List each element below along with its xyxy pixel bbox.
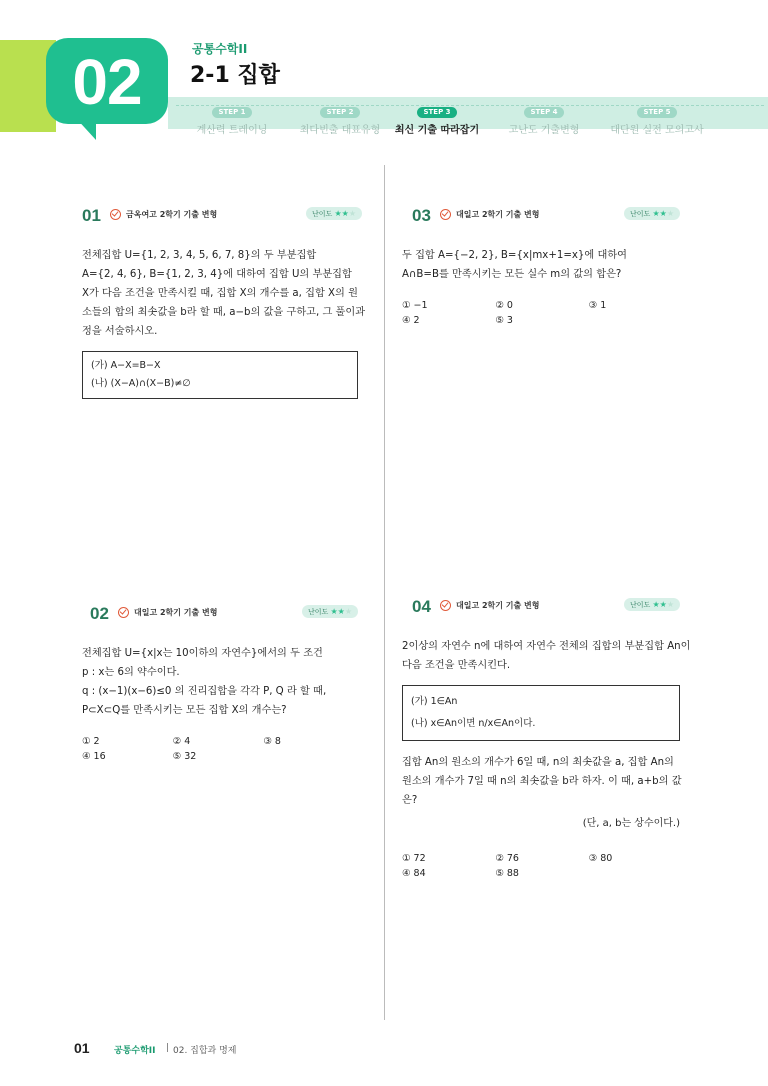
choice-3[interactable]: ③ 80 [588,853,613,864]
check-icon [440,600,451,611]
problem-source: 대일고 2학기 기출 변형 [134,608,218,617]
choice-2[interactable]: ② 76 [495,853,519,864]
step-4-label: 고난도 기출변형 [508,125,580,136]
problem-text-line: 정을 서술하시오. [82,326,158,337]
condition-line: (가) 1∈An [411,696,458,707]
footer-separator: | [166,1043,170,1053]
problem-source: 금옥여고 2학기 기출 변형 [126,210,218,219]
choice-3[interactable]: ③ 8 [263,736,281,747]
problem-text-line: X가 다음 조건을 만족시킬 때, 집합 X의 개수를 a, 집합 X의 원 [82,288,358,299]
problem-text-line: 전체집합 U={x|x는 10이하의 자연수}에서의 두 조건 [82,648,323,659]
problem-header [90,606,358,624]
check-icon [118,607,129,618]
difficulty-label: 난이도 [629,210,651,218]
step-1-label: 계산력 트레이닝 [196,125,268,136]
answer-choices [402,300,682,326]
problem-text-line: A={2, 4, 6}, B={1, 2, 3, 4}에 대하여 집합 U의 부분집합 [82,269,352,280]
column-divider [384,165,385,1020]
problem-source: 대일고 2학기 기출 변형 [456,601,540,610]
step-2-pill: STEP 2 [320,107,359,118]
star-icon: ★★★ [652,209,674,218]
step-1-pill: STEP 1 [212,107,251,118]
check-icon [440,209,451,220]
subject-title: 공통수학II [192,42,248,56]
step-4-pill: STEP 4 [524,107,563,118]
problem-number: 01 [82,206,101,225]
chapter-badge-number: 02 [72,46,142,118]
problem-text-line: 2이상의 자연수 n에 대하여 자연수 전체의 집합의 부분집합 An이 [402,641,691,652]
problem-header [412,208,680,226]
step-1 [182,99,282,136]
step-5-pill: STEP 5 [637,107,676,118]
chapter-title: 2-1 집합 [190,63,280,88]
condition-box [402,685,680,741]
problem-source: 대일고 2학기 기출 변형 [456,210,540,219]
problem-number: 04 [412,597,431,616]
choice-4[interactable]: ④ 84 [402,868,426,879]
problem-note: (단, a, b는 상수이다.) [582,818,680,829]
choice-5[interactable]: ⑤ 3 [495,315,513,326]
problem-text-line: P⊂X⊂Q를 만족시키는 모든 집합 X의 개수는? [82,705,287,716]
step-3-pill: STEP 3 [417,107,456,118]
problem-text-line: 두 집합 A={−2, 2}, B={x|mx+1=x}에 대하여 [402,250,628,261]
condition-line: (가) A−X=B−X [91,360,161,371]
choice-5[interactable]: ⑤ 88 [495,868,519,879]
difficulty-badge [624,207,680,220]
answer-choices [402,853,682,879]
problem-text-line: 다음 조건을 만족시킨다. [402,660,511,671]
page-number: 01 [74,1040,90,1056]
problem-text-line: p : x는 6의 약수이다. [82,667,180,678]
condition-line: (나) x∈An이면 n/x∈An이다. [411,718,536,729]
problem-03 [402,206,680,326]
problem-header [82,208,362,226]
condition-box [82,351,358,399]
star-icon: ★★★ [334,209,356,218]
star-icon: ★★★ [652,600,674,609]
step-2 [290,99,390,136]
step-2-label: 최다빈출 대표유형 [299,125,381,136]
step-3-label: 최신 기출 따라잡기 [394,125,480,136]
step-5-label: 대단원 실전 모의고사 [610,125,704,136]
problem-text-line: 은? [402,795,418,806]
problem-body [402,246,680,284]
choice-1[interactable]: ① 72 [402,853,426,864]
difficulty-badge [302,605,358,618]
choice-1[interactable]: ① 2 [82,736,100,747]
problem-text-line: 전체집합 U={1, 2, 3, 4, 5, 6, 7, 8}의 두 부분집합 [82,250,317,261]
choice-2[interactable]: ② 4 [172,736,191,747]
difficulty-label: 난이도 [307,608,329,616]
problem-body [82,644,370,720]
problem-number: 03 [412,206,431,225]
choice-2[interactable]: ② 0 [495,300,513,311]
problem-text-line: q : (x−1)(x−6)≤0 의 진리집합을 각각 P, Q 라 할 때, [82,686,327,697]
check-icon [110,209,121,220]
choice-4[interactable]: ④ 2 [402,315,420,326]
difficulty-label: 난이도 [311,210,333,218]
problem-text-line: 집합 An의 원소의 개수가 6일 때, n의 최솟값을 a, 집합 An의 [402,757,674,768]
difficulty-badge [306,207,362,220]
problem-text-line: A∩B=B를 만족시키는 모든 실수 m의 값의 합은? [402,269,622,280]
choice-1[interactable]: ① −1 [402,300,428,311]
problem-text-line: 소들의 합의 최솟값을 b라 할 때, a−b의 값을 구하고, 그 풀이과 [82,307,366,318]
difficulty-badge [624,598,680,611]
problem-body [402,637,691,675]
star-icon: ★★★ [330,607,352,616]
problem-header [412,599,680,617]
problem-body-continued [402,753,680,810]
problem-number: 02 [90,604,109,623]
problem-body [82,246,366,341]
step-5 [607,99,707,136]
condition-line: (나) (X−A)∩(X−B)≠∅ [91,378,191,389]
choice-5[interactable]: ⑤ 32 [172,751,197,762]
footer-chapter: 02. 집합과 명제 [173,1046,237,1056]
step-4 [494,99,594,136]
problem-04 [402,597,691,879]
answer-choices [82,736,354,762]
difficulty-label: 난이도 [629,601,651,609]
choice-4[interactable]: ④ 16 [82,751,106,762]
problem-01 [82,206,366,399]
step-3 [387,99,487,136]
footer-subject: 공통수학II [114,1046,156,1056]
problem-text-line: 원소의 개수가 7일 때 n의 최솟값을 b라 하자. 이 때, a+b의 값 [402,776,682,787]
choice-3[interactable]: ③ 1 [588,300,607,311]
problem-02 [82,604,370,762]
